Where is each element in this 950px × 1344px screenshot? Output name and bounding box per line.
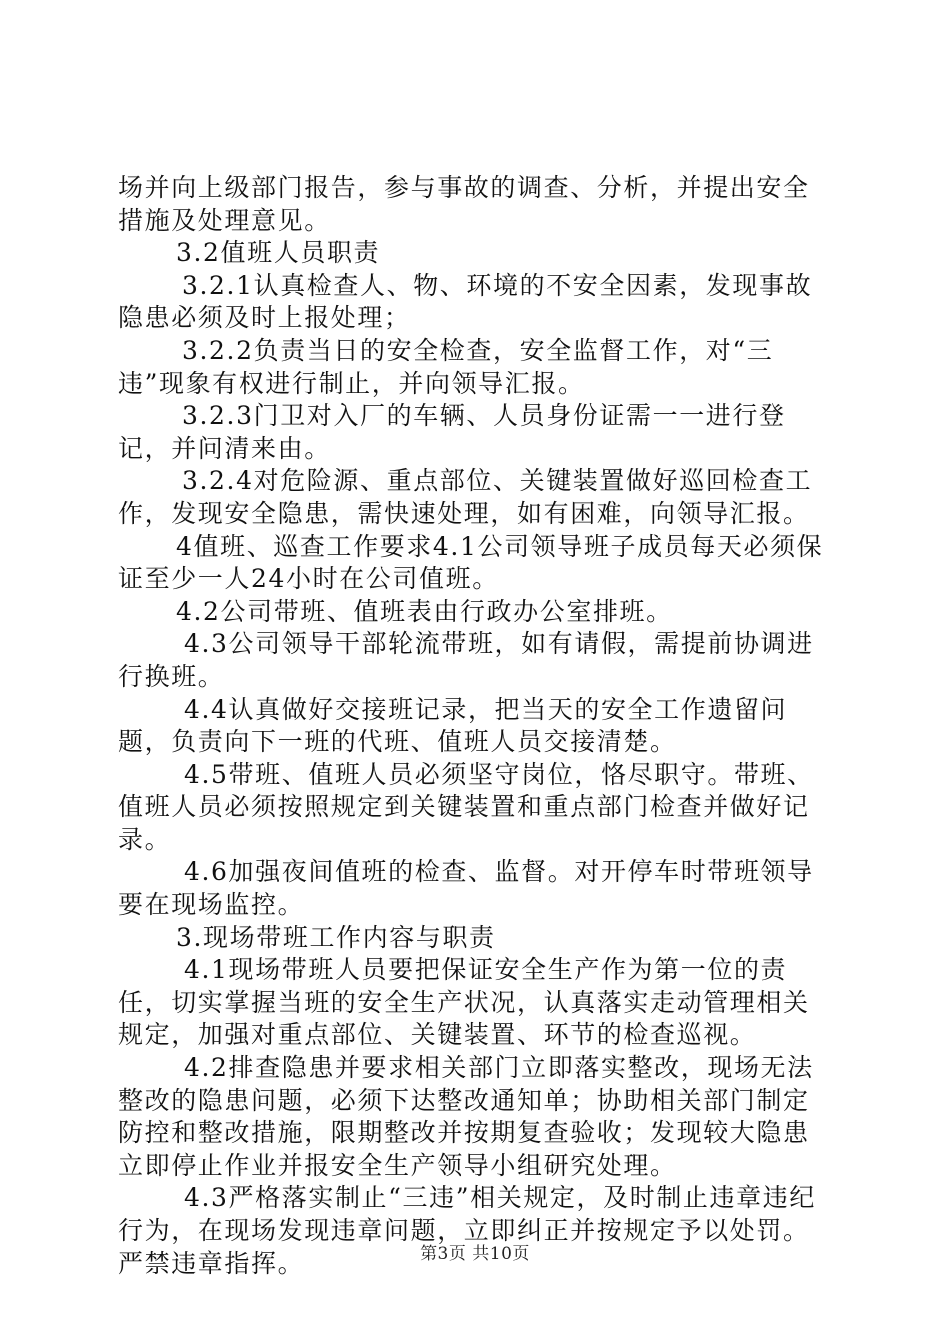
paragraph: 4.3严格落实制止“三违”相关规定，及时制止违章违纪行为，在现场发现违章问题，立即纠正并按规定予以处罚。严禁违章指挥。 xyxy=(118,1183,816,1278)
page-number-footer: 第3页 共10页 xyxy=(420,1244,530,1264)
paragraph: 4.2排查隐患并要求相关部门立即落实整改，现场无法整改的隐患问题，必须下达整改通知单；协助相关部门制定防控和整改措施，限期整改并按期复查验收；发现较大隐患立即停止作业并报安全生产领导小组研究处理。 xyxy=(118,1053,814,1180)
paragraph: 3.2.3门卫对入厂的车辆、人员身份证需一一进行登记，并问清来由。 xyxy=(118,401,786,463)
paragraph: 4.1现场带班人员要把保证安全生产作为第一位的责任，切实掌握当班的安全生产状况，认真落实走动管理相关规定，加强对重点部位、关键装置、环节的检查巡视。 xyxy=(118,955,810,1050)
paragraph: 4.3公司领导干部轮流带班，如有请假，需提前协调进行换班。 xyxy=(118,629,814,691)
paragraph: 4值班、巡查工作要求4.1公司领导班子成员每天必须保证至少一人24小时在公司值班。 xyxy=(118,531,824,594)
section-heading: 3.现场带班工作内容与职责 xyxy=(176,922,496,952)
paragraph: 4.2公司带班、值班表由行政办公室排班。 xyxy=(176,596,673,626)
paragraph: 4.5带班、值班人员必须坚守岗位，恪尽职守。带班、值班人员必须按照规定到关键装置和重点部门检查并做好记录。 xyxy=(118,759,814,854)
paragraph: 3.2.4对危险源、重点部位、关键装置做好巡回检查工作，发现安全隐患，需快速处理，如有困难，向领导汇报。 xyxy=(118,466,813,528)
section-heading: 3.2值班人员职责 xyxy=(176,238,381,268)
paragraph: 3.2.1认真检查人、物、环境的不安全因素，发现事故隐患必须及时上报处理； xyxy=(118,270,813,333)
paragraph: 3.2.2负责当日的安全检查，安全监督工作，对“三违”现象有权进行制止，并向领导汇报。 xyxy=(118,335,774,398)
paragraph: 4.4认真做好交接班记录，把当天的安全工作遗留问题，负责向下一班的代班、值班人员交接清楚。 xyxy=(118,694,788,757)
paragraph: 场并向上级部门报告，参与事故的调查、分析，并提出安全措施及处理意见。 xyxy=(118,173,810,235)
document-body xyxy=(118,172,834,1280)
paragraph: 4.6加强夜间值班的检查、监督。对开停车时带班领导要在现场监控。 xyxy=(118,857,814,920)
